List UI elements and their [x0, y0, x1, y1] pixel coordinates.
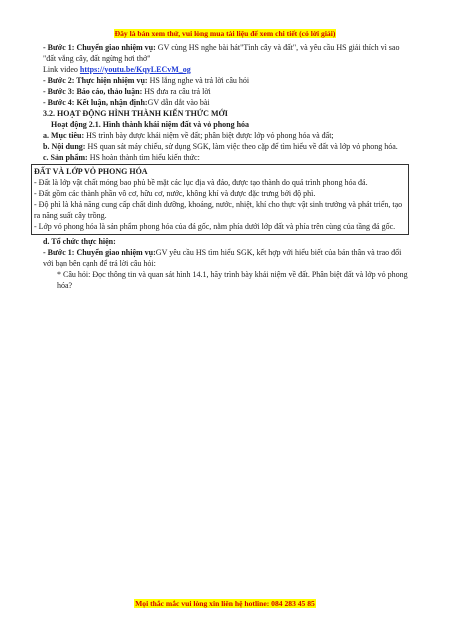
question-paragraph: * Câu hỏi: Đọc thông tin và quan sát hình 14.1, hãy trình bày khái niệm về đất. Phân biệt đất và lớp vỏ phong hóa?: [57, 270, 408, 290]
step1-label: - Bước 1: Chuyển giao nhiệm vụ:: [43, 43, 156, 52]
video-label: Link video: [43, 65, 80, 74]
activity-heading: Hoạt động 2.1. Hình thành khái niệm đất và vỏ phong hóa: [51, 120, 250, 129]
knowledge-point: - Đất là lớp vật chất mỏng bao phủ bề mặt các lục địa và đảo, được tạo thành do quá trình phong hóa đá.: [34, 178, 368, 187]
objective-label: a. Mục tiêu:: [43, 131, 85, 140]
product-text: HS hoàn thành tìm hiểu kiến thức:: [87, 153, 200, 162]
content-paragraph: [43, 141, 408, 152]
preview-banner: Đây là bản xem thử, vui lòng mua tài liệu để xem chi tiết (có lời giải): [114, 29, 336, 38]
step4-paragraph: [43, 97, 408, 108]
product-paragraph: [43, 152, 408, 163]
task-step1-paragraph: [43, 247, 408, 269]
step3-label: - Bước 3: Báo cáo, thảo luận:: [43, 87, 143, 96]
knowledge-box: [31, 164, 409, 235]
content-text: HS quan sát máy chiếu, sử dụng SGK, làm việc theo cặp để tìm hiểu về đất và lớp vỏ phong hóa.: [85, 142, 398, 151]
step1-text: GV cùng HS nghe bài hát"Tình cây và đất", và yêu cầu HS giải thích vì sao "đất vắng cây, đất ngừng hơi thở": [43, 43, 400, 63]
hotline-banner: Mọi thắc mắc vui lòng xin liên hệ hotline: 084 283 45 85: [135, 599, 315, 608]
content-label: b. Nội dung:: [43, 142, 86, 151]
document-body: [34, 42, 408, 291]
video-link[interactable]: https://youtu.be/KqyLECvM_og: [79, 65, 191, 74]
knowledge-box-title: ĐẤT VÀ LỚP VỎ PHONG HÓA: [34, 167, 148, 176]
organization-heading: d. Tổ chức thực hiện:: [43, 237, 116, 246]
step1-paragraph: [43, 42, 408, 64]
step2-paragraph: [43, 75, 408, 86]
step2-text: HS lắng nghe và trả lời câu hỏi: [147, 76, 250, 85]
step4-label: - Bước 4: Kết luận, nhận định:: [43, 98, 148, 107]
knowledge-point: - Đất gồm các thành phần vô cơ, hữu cơ, nước, không khí và được đặc trưng bởi độ phì.: [34, 189, 316, 198]
step2-label: - Bước 2: Thực hiện nhiệm vụ:: [43, 76, 148, 85]
task-step1-text: GV yêu cầu HS tìm hiểu SGK, kết hợp với hiểu biết của bản thân và trao đổi với bạn bên cạnh để trả lời câu hỏi:: [43, 248, 402, 268]
objective-text: HS trình bày được khái niệm về đất; phân biệt được lớp vỏ phong hóa và đất;: [84, 131, 334, 140]
product-label: c. Sản phẩm:: [43, 153, 88, 162]
section-heading: 3.2. HOẠT ĐỘNG HÌNH THÀNH KIẾN THỨC MỚI: [43, 109, 228, 118]
objective-paragraph: [43, 130, 408, 141]
knowledge-point: - Độ phì là khả năng cung cấp chất dinh dưỡng, khoáng, nước, nhiệt, khí cho thực vật sinh trưởng và phát triển, tạo ra năng suất cây trồng.: [34, 200, 403, 220]
knowledge-point: - Lớp vỏ phong hóa là sản phẩm phong hóa của đá gốc, nằm phía dưới lớp đất và phía trên cùng của tầng đá gốc.: [34, 222, 396, 231]
step3-text: HS đưa ra câu trả lời: [142, 87, 211, 96]
task-step1-label: - Bước 1: Chuyển giao nhiệm vụ:: [43, 248, 156, 257]
video-line: [43, 64, 408, 75]
step3-paragraph: [43, 86, 408, 97]
step4-text: GV dẫn dắt vào bài: [147, 98, 210, 107]
